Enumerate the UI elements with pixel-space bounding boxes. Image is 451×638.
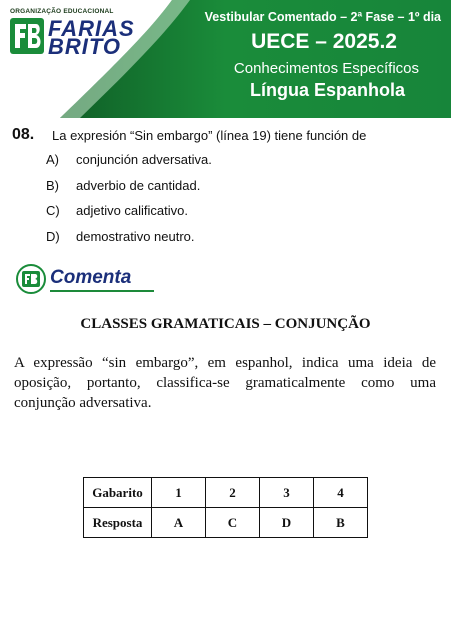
option-a [46,152,212,167]
explanation-paragraph: A expressão “sin embargo”, em espanhol, indica uma ideia de oposição, portanto, classifica-se gramaticalmente como uma conjunção adversativa. [14,355,436,411]
org-label: ORGANIZAÇÃO EDUCACIONAL [10,8,114,15]
option-letter: C) [46,203,60,218]
option-text: conjunción adversativa. [76,152,212,167]
exam-area: Conhecimentos Específicos [233,60,419,77]
option-letter: A) [46,152,59,167]
table-cell: 1 [152,478,206,508]
option-text: adverbio de cantidad. [76,178,201,193]
table-row [84,508,368,538]
brand-name-brito: BRITO [48,34,122,59]
answer-key-table [83,477,368,538]
option-letter: D) [46,229,60,244]
header-banner [0,0,451,118]
table-cell: A [152,508,206,538]
comenta-underline [50,290,154,292]
table-cell: 2 [206,478,260,508]
option-letter: B) [46,178,59,193]
exam-title: UECE – 2025.2 [251,30,397,53]
fb-logo-icon [10,18,44,54]
farias-brito-logo [8,8,158,58]
table-cell: B [314,508,368,538]
exam-subject: Língua Espanhola [249,80,405,100]
table-cell: D [260,508,314,538]
resposta-label: Resposta [84,508,152,538]
option-text: demostrativo neutro. [76,229,195,244]
option-d [46,229,195,244]
brand-name-farias: FARIAS [48,16,135,41]
gabarito-label: Gabarito [84,478,152,508]
option-b [46,178,200,193]
table-cell: C [206,508,260,538]
exam-subtitle: Vestibular Comentado – 2ª Fase – 1º dia [204,10,441,24]
table-cell: 3 [260,478,314,508]
comenta-logo-icon [16,264,46,294]
question-text: La expresión “Sin embargo” (línea 19) tiene función de [52,128,367,143]
table-row [84,478,368,508]
option-c [46,203,188,218]
comenta-label: Comenta [50,267,132,288]
question-number: 08. [12,126,35,143]
section-title: CLASSES GRAMATICAIS – CONJUNÇÃO [80,316,371,332]
option-text: adjetivo calificativo. [76,203,188,218]
table-cell: 4 [314,478,368,508]
